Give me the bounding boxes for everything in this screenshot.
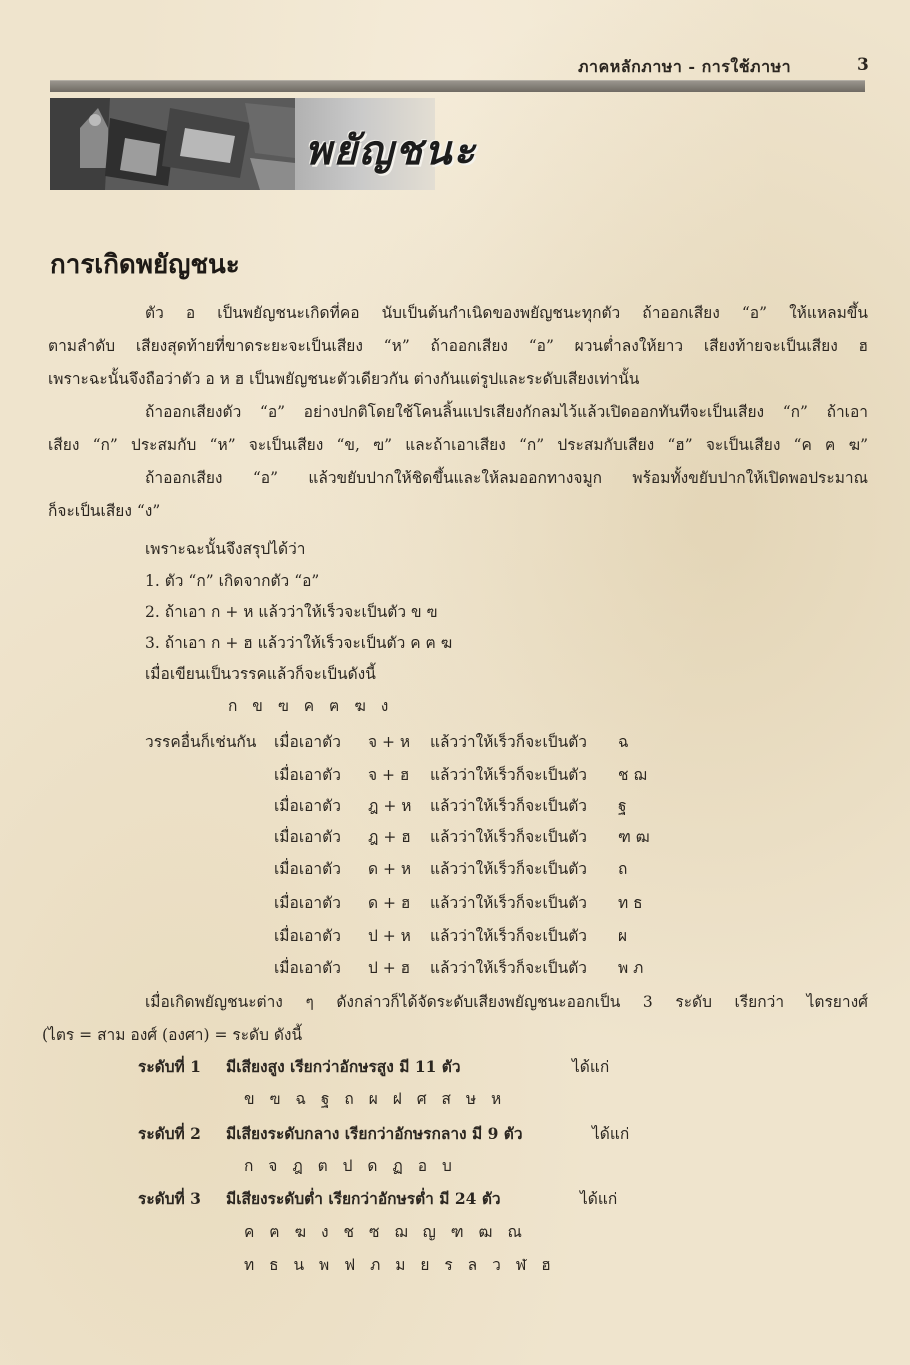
paragraph-3	[48, 462, 868, 528]
combo-pair: ป + ฮ	[368, 959, 411, 977]
varga-letters: ก ข ฃ ค ฅ ฆ ง	[228, 697, 391, 715]
combo-pair: ด + ฮ	[368, 894, 411, 912]
combo-when: เมื่อเอาตัว	[274, 894, 341, 912]
trai-yang-paragraph	[42, 986, 868, 1052]
level-letters: ข ฃ ฉ ฐ ถ ผ ฝ ศ ส ษ ห	[244, 1090, 504, 1108]
varga-intro: เมื่อเขียนเป็นวรรคแล้วก็จะเป็นดังนี้	[145, 665, 376, 683]
combo-result: ฐ	[618, 797, 627, 815]
combo-pair: จ + ฮ	[368, 766, 410, 784]
combo-then: แล้วว่าให้เร็วก็จะเป็นตัว	[430, 797, 588, 815]
level-label: ระดับที่ 3	[138, 1189, 201, 1208]
combo-when: เมื่อเอาตัว	[274, 828, 341, 846]
combo-then: แล้วว่าให้เร็วก็จะเป็นตัว	[430, 959, 588, 977]
combo-pair: ฎ + ฮ	[368, 828, 411, 846]
combo-when: เมื่อเอาตัว	[274, 959, 341, 977]
combo-pair: จ + ห	[368, 733, 411, 751]
level-description: มีเสียงระดับต่ำ เรียกว่าอักษรต่ำ มี 24 ตัว	[226, 1189, 501, 1208]
combo-then: แล้วว่าให้เร็วก็จะเป็นตัว	[430, 766, 588, 784]
combo-result: พ ภ	[618, 959, 644, 977]
level-label: ระดับที่ 2	[138, 1124, 201, 1143]
combo-then: แล้วว่าให้เร็วก็จะเป็นตัว	[430, 927, 588, 945]
combo-result: ถ	[618, 860, 628, 878]
combo-then: แล้วว่าให้เร็วก็จะเป็นตัว	[430, 894, 588, 912]
combo-when: เมื่อเอาตัว	[274, 860, 341, 878]
paragraph-1	[48, 297, 868, 396]
chapter-banner	[50, 98, 477, 190]
level-suffix: ได้แก่	[580, 1190, 618, 1208]
combo-result: ฑ ฒ	[618, 828, 650, 846]
level-letters: ก จ ฎ ต ป ด ฏ อ บ	[244, 1157, 454, 1175]
combo-pair: ด + ห	[368, 860, 412, 878]
combo-pair: ป + ห	[368, 927, 411, 945]
level-letters: ค ฅ ฆ ง ช ซ ฌ ญ ฑ ฒ ณ	[244, 1223, 524, 1241]
combo-result: ฉ	[618, 733, 629, 751]
paragraph-line: ตัว อ เป็นพยัญชนะเกิดที่คอ นับเป็นต้นกำเนิดของพยัญชนะทุกตัว ถ้าออกเสียง “อ” ให้แหลมขึ้น	[145, 304, 868, 322]
section-heading: การเกิดพยัญชนะ	[50, 250, 240, 280]
combo-when: เมื่อเอาตัว	[274, 766, 341, 784]
level-suffix: ได้แก่	[572, 1058, 610, 1076]
paragraph-line: ถ้าออกเสียง “อ” แล้วขยับปากให้ชิดขึ้นและให้ลมออกทางจมูก พร้อมทั้งขยับปากให้เปิดพอประมาณ	[145, 469, 868, 487]
level-description: มีเสียงระดับกลาง เรียกว่าอักษรกลาง มี 9 ตัว	[226, 1124, 523, 1143]
level-label: ระดับที่ 1	[138, 1057, 201, 1076]
combo-result: ท ธ	[618, 894, 643, 912]
level-suffix: ได้แก่	[592, 1125, 630, 1143]
level-description: มีเสียงสูง เรียกว่าอักษรสูง มี 11 ตัว	[226, 1057, 461, 1076]
paragraph-line: ถ้าออกเสียงตัว “อ” อย่างปกติโดยใช้โคนลิ้นแปรเสียงกักลมไว้แล้วเปิดออกทันทีจะเป็นเสียง “ก” ถ้าเอา	[145, 403, 868, 421]
combo-result: ช ฌ	[618, 766, 647, 784]
paragraph-line: (ไตร = สาม องศ์ (องศา) = ระดับ ดังนี้	[42, 1026, 303, 1044]
banner-title: พยัญชนะ	[305, 127, 477, 174]
others-lead: วรรคอื่นก็เช่นกัน	[145, 733, 257, 751]
combo-result: ผ	[618, 927, 628, 945]
summary-item: 1. ตัว “ก” เกิดจากตัว “อ”	[145, 572, 320, 590]
paragraph-2	[48, 396, 868, 462]
combo-then: แล้วว่าให้เร็วก็จะเป็นตัว	[430, 860, 588, 878]
summary-intro: เพราะฉะนั้นจึงสรุปได้ว่า	[145, 540, 306, 558]
combo-when: เมื่อเอาตัว	[274, 797, 341, 815]
banner-collage-image	[50, 98, 295, 190]
running-header-title: ภาคหลักภาษา - การใช้ภาษา	[578, 57, 792, 76]
paragraph-line: ก็จะเป็นเสียง “ง”	[48, 502, 161, 520]
combo-then: แล้วว่าให้เร็วก็จะเป็นตัว	[430, 828, 588, 846]
combo-when: เมื่อเอาตัว	[274, 733, 341, 751]
paragraph-line: เพราะฉะนั้นจึงถือว่าตัว อ ห ฮ เป็นพยัญชนะตัวเดียวกัน ต่างกันแต่รูปและระดับเสียงเท่านั้น	[48, 370, 640, 388]
paragraph-line: ตามลำดับ เสียงสุดท้ายที่ขาดระยะจะเป็นเสียง “ห” ถ้าออกเสียง “อ” ผวนต่ำลงให้ยาว เสียงท้ายจะเป็นเสียง ฮ	[48, 337, 868, 355]
level-letters: ท ธ น พ ฟ ภ ม ย ร ล ว ฬ ฮ	[244, 1256, 553, 1274]
paragraph-line: เมื่อเกิดพยัญชนะต่าง ๆ ดังกล่าวก็ได้จัดระดับเสียงพยัญชนะออกเป็น 3 ระดับ เรียกว่า ไตรยางศ์	[145, 993, 868, 1011]
paragraph-line: เสียง “ก” ประสมกับ “ห” จะเป็นเสียง “ข, ฃ” และถ้าเอาเสียง “ก” ประสมกับเสียง “ฮ” จะเป็นเสียง “ค ฅ ฆ”	[48, 436, 868, 454]
summary-item: 3. ถ้าเอา ก + ฮ แล้วว่าให้เร็วจะเป็นตัว ค ฅ ฆ	[145, 634, 453, 652]
page-number: 3	[857, 55, 869, 75]
combo-then: แล้วว่าให้เร็วก็จะเป็นตัว	[430, 733, 588, 751]
combo-pair: ฎ + ห	[368, 797, 412, 815]
combo-when: เมื่อเอาตัว	[274, 927, 341, 945]
summary-item: 2. ถ้าเอา ก + ห แล้วว่าให้เร็วจะเป็นตัว ข ฃ	[145, 603, 438, 621]
header-rule	[50, 80, 865, 92]
